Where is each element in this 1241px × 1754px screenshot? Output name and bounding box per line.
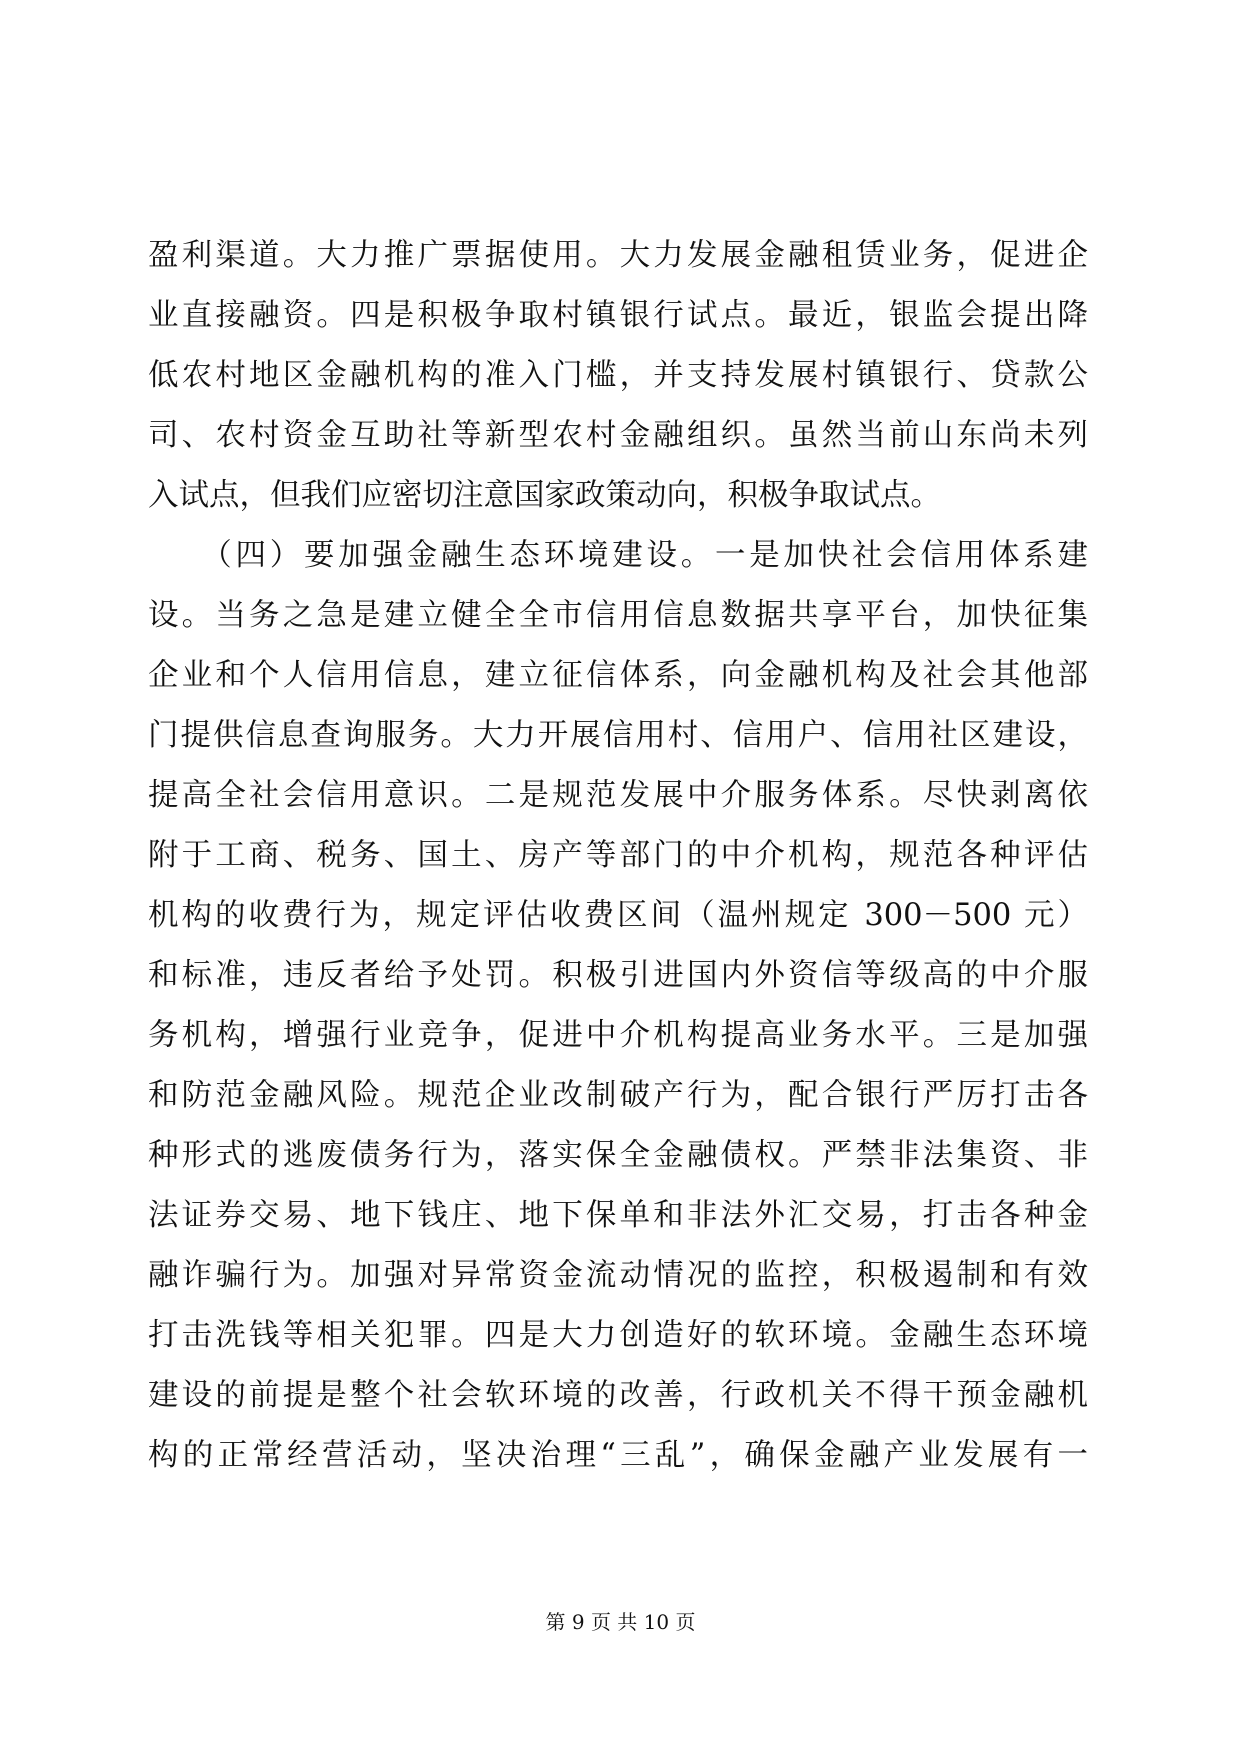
text-line: 务机构，增强行业竞争，促进中介机构提高业务水平。三是加强: [148, 1018, 1088, 1053]
text-line: 设。当务之急是建立健全全市信用信息数据共享平台，加快征集: [148, 598, 1088, 633]
text-line: 附于工商、税务、国土、房产等部门的中介机构，规范各种评估: [148, 838, 1088, 873]
text-line: 机构的收费行为，规定评估收费区间（温州规定 300－500 元）: [148, 898, 1088, 933]
text-line: 打击洗钱等相关犯罪。四是大力创造好的软环境。金融生态环境: [148, 1318, 1088, 1353]
text-line: 入试点，但我们应密切注意国家政策动向，积极争取试点。: [148, 478, 941, 513]
text-line: 融诈骗行为。加强对异常资金流动情况的监控，积极遏制和有效: [148, 1258, 1088, 1293]
text-line: 门提供信息查询服务。大力开展信用村、信用户、信用社区建设，: [148, 718, 1088, 753]
paragraph-start-line: （四）要加强金融生态环境建设。一是加快社会信用体系建: [148, 538, 1088, 573]
text-line: 建设的前提是整个社会软环境的改善，行政机关不得干预金融机: [148, 1378, 1088, 1413]
text-line: 和标准，违反者给予处罚。积极引进国内外资信等级高的中介服: [148, 958, 1088, 993]
text-line: 司、农村资金互助社等新型农村金融组织。虽然当前山东尚未列: [148, 418, 1088, 453]
text-line: 种形式的逃废债务行为，落实保全金融债权。严禁非法集资、非: [148, 1138, 1088, 1173]
text-line: 盈利渠道。大力推广票据使用。大力发展金融租赁业务，促进企: [148, 238, 1088, 273]
text-line: 低农村地区金融机构的准入门槛，并支持发展村镇银行、贷款公: [148, 358, 1088, 393]
page-number-footer: 第 9 页 共 10 页: [545, 1610, 696, 1634]
text-line: 和防范金融风险。规范企业改制破产行为，配合银行严厉打击各: [148, 1078, 1088, 1113]
text-line: 提高全社会信用意识。二是规范发展中介服务体系。尽快剥离依: [148, 778, 1088, 813]
text-line: 构的正常经营活动，坚决治理“三乱”，确保金融产业发展有一: [148, 1438, 1088, 1473]
text-line: 企业和个人信用信息，建立征信体系，向金融机构及社会其他部: [148, 658, 1088, 693]
body-text: [148, 226, 1088, 1486]
text-line: 业直接融资。四是积极争取村镇银行试点。最近，银监会提出降: [148, 298, 1088, 333]
text-line: 法证券交易、地下钱庄、地下保单和非法外汇交易，打击各种金: [148, 1198, 1088, 1233]
